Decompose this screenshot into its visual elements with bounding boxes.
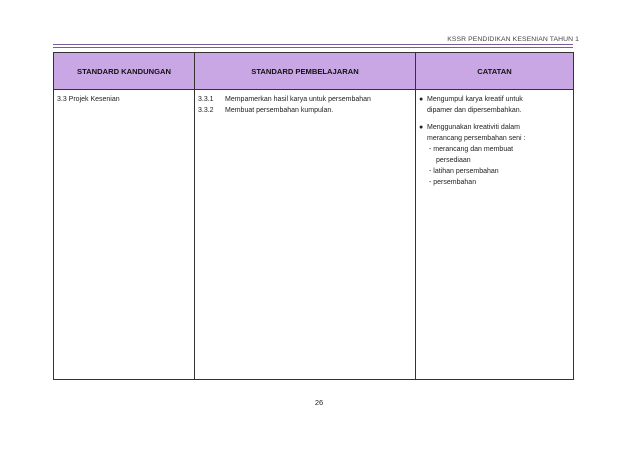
standard-kandungan-text: 3.3 Projek Kesenian	[57, 96, 120, 103]
standard-pembelajaran-cell	[195, 90, 416, 380]
bullet-icon: ●	[419, 124, 424, 131]
document-header: KSSR PENDIDIKAN KESENIAN TAHUN 1	[447, 36, 579, 43]
learning-standard-text: Membuat persembahan kumpulan.	[225, 107, 334, 114]
page-number: 26	[314, 398, 324, 407]
note-subitem: - merancang dan membuat	[429, 146, 514, 153]
note-item	[419, 122, 570, 188]
bullet-icon: ●	[419, 96, 424, 103]
note-line: dipamer dan dipersembahkan.	[427, 107, 522, 114]
note-line: merancang persembahan seni :	[427, 135, 526, 142]
column-header-standard-kandungan: STANDARD KANDUNGAN	[54, 53, 195, 90]
catatan-cell	[416, 90, 574, 380]
note-subitem: - latihan persembahan	[429, 168, 499, 175]
note-subitem: persediaan	[436, 157, 471, 164]
note-line: Menggunakan kreativiti dalam	[427, 124, 520, 131]
learning-standard-number: 3.3.2	[198, 107, 214, 114]
note-item	[419, 94, 570, 116]
column-header-catatan: CATATAN	[416, 53, 574, 90]
standard-kandungan-cell	[54, 90, 195, 380]
header-rule-top	[53, 44, 573, 45]
table-row	[54, 90, 574, 380]
learning-standard-item	[198, 94, 412, 105]
table-header-row	[54, 53, 574, 90]
header-rule-bottom	[53, 47, 573, 48]
curriculum-table	[53, 52, 574, 380]
column-header-standard-pembelajaran: STANDARD PEMBELAJARAN	[195, 53, 416, 90]
note-subitem: - persembahan	[429, 179, 477, 186]
learning-standard-item	[198, 105, 412, 116]
learning-standard-number: 3.3.1	[198, 96, 214, 103]
note-line: Mengumpul karya kreatif untuk	[427, 96, 523, 103]
learning-standard-text: Mempamerkan hasil karya untuk persembahan	[225, 96, 371, 103]
